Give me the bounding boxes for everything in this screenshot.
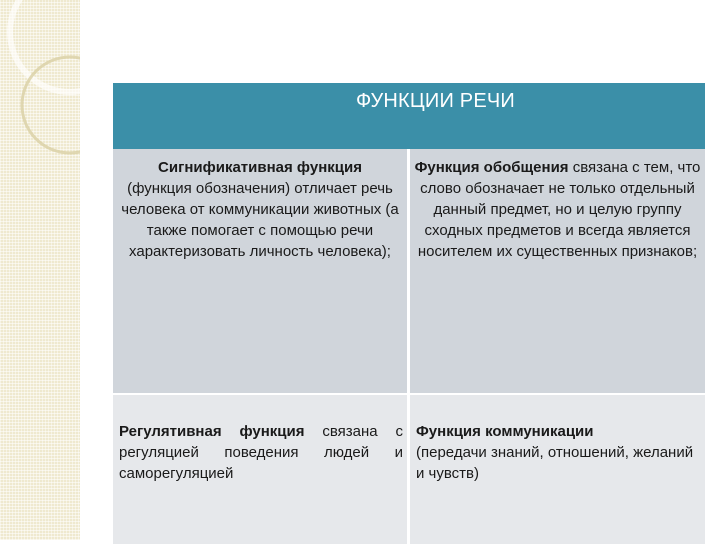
regulative-function-text: связана с регуляцией поведения людей и саморегуляцией (119, 423, 404, 482)
communication-function-name: Функция коммуникации (416, 423, 594, 440)
cell-communication-function (410, 395, 705, 544)
communication-function-text: (передачи знаний, отношений, желаний и чувств) (416, 444, 694, 482)
generalization-function-text: связана с тем, что слово обозначает не только отдельный данный предмет, но и целую группу сходных предметов и всегда является носителем их существенных признаков; (417, 159, 701, 260)
regulative-function-name: Регулятивная функция (119, 423, 305, 440)
decorative-circles-icon (0, 0, 80, 540)
page-title: ФУНКЦИИ РЕЧИ (356, 90, 515, 112)
significative-function-name: Сигнификативная функция (158, 159, 362, 176)
cell-regulative-function (113, 395, 407, 544)
functions-table (113, 83, 705, 482)
cell-significative-function (113, 149, 407, 393)
generalization-function-name: Функция обобщения (414, 159, 569, 176)
cell-generalization-function (410, 149, 705, 393)
table-header (113, 83, 705, 149)
significative-function-text: (функция обозначения) отличает речь человека от коммуникации животных (а также помогает с помощью речи характеризовать личность человека); (121, 180, 399, 260)
